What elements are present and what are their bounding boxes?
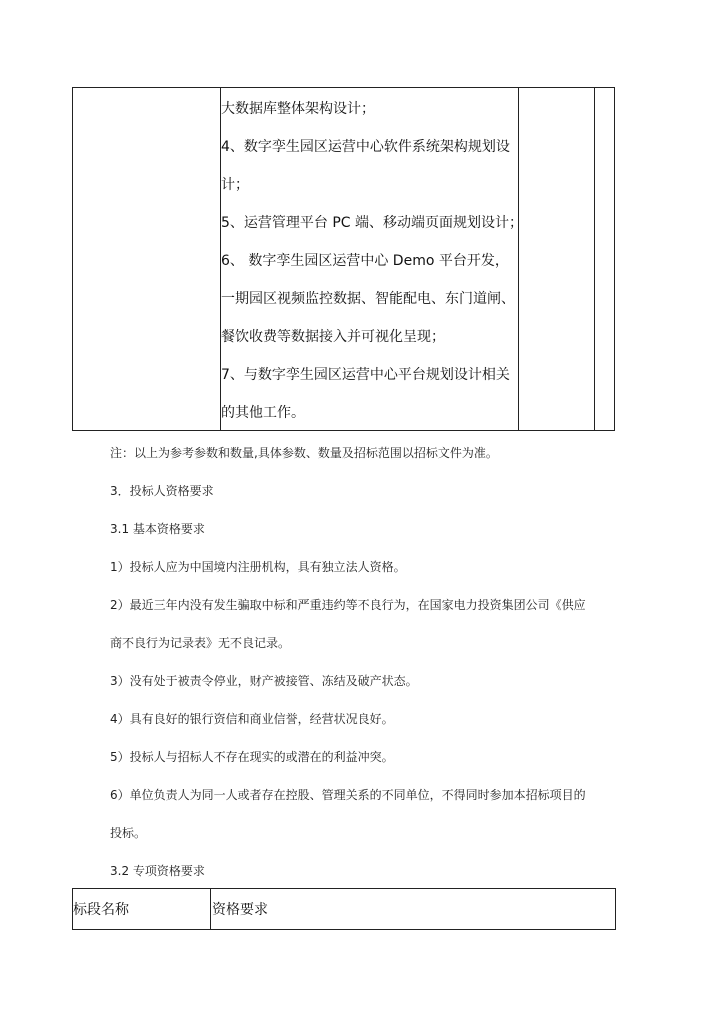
requirement-item: 4）具有良好的银行资信和商业信誉，经营状况良好。 — [110, 712, 394, 726]
table-column-divider — [594, 87, 595, 431]
requirement-item: 2）最近三年内没有发生骗取中标和严重违约等不良行为，在国家电力投资集团公司《供应 — [110, 598, 586, 612]
table-column-divider — [210, 888, 211, 930]
table-cell-line: 7、与数字孪生园区运营中心平台规划设计相关 — [221, 367, 510, 383]
table-header-cell: 标段名称 — [73, 902, 129, 918]
table-cell-line: 计； — [221, 177, 249, 193]
table-cell-line: 6、 数字孪生园区运营中心 Demo 平台开发， — [221, 253, 509, 269]
table-cell-line: 大数据库整体架构设计； — [221, 101, 375, 117]
requirement-item: 3）没有处于被责令停业，财产被接管、冻结及破产状态。 — [110, 674, 418, 688]
requirement-item: 1）投标人应为中国境内注册机构，具有独立法人资格。 — [110, 560, 406, 574]
requirement-item-continued: 商不良行为记录表》无不良记录。 — [110, 636, 291, 650]
table-cell-line: 一期园区视频监控数据、智能配电、东门道闸、 — [221, 291, 515, 307]
table-column-divider — [518, 87, 519, 431]
qualification-table — [72, 888, 616, 930]
note-text: 注：以上为参考参数和数量,具体参数、数量及招标范围以招标文件为准。 — [110, 446, 498, 460]
table-cell-line: 4、数字孪生园区运营中心软件系统架构规划设 — [221, 139, 510, 155]
requirement-item: 5）投标人与招标人不存在现实的或潜在的利益冲突。 — [110, 750, 394, 764]
table-cell-line: 的其他工作。 — [221, 405, 305, 421]
table-cell-line: 餐饮收费等数据接入并可视化呈现； — [221, 329, 445, 345]
table-header-cell: 资格要求 — [212, 902, 268, 918]
table-cell-line: 5、运营管理平台 PC 端、移动端页面规划设计； — [221, 215, 524, 231]
subsection-heading: 3.2 专项资格要求 — [110, 864, 205, 878]
requirement-item: 6）单位负责人为同一人或者存在控股、管理关系的不同单位，不得同时参加本招标项目的 — [110, 788, 586, 802]
section-heading: 3．投标人资格要求 — [110, 484, 214, 498]
subsection-heading: 3.1 基本资格要求 — [110, 522, 205, 536]
requirement-item-continued: 投标。 — [110, 826, 147, 840]
